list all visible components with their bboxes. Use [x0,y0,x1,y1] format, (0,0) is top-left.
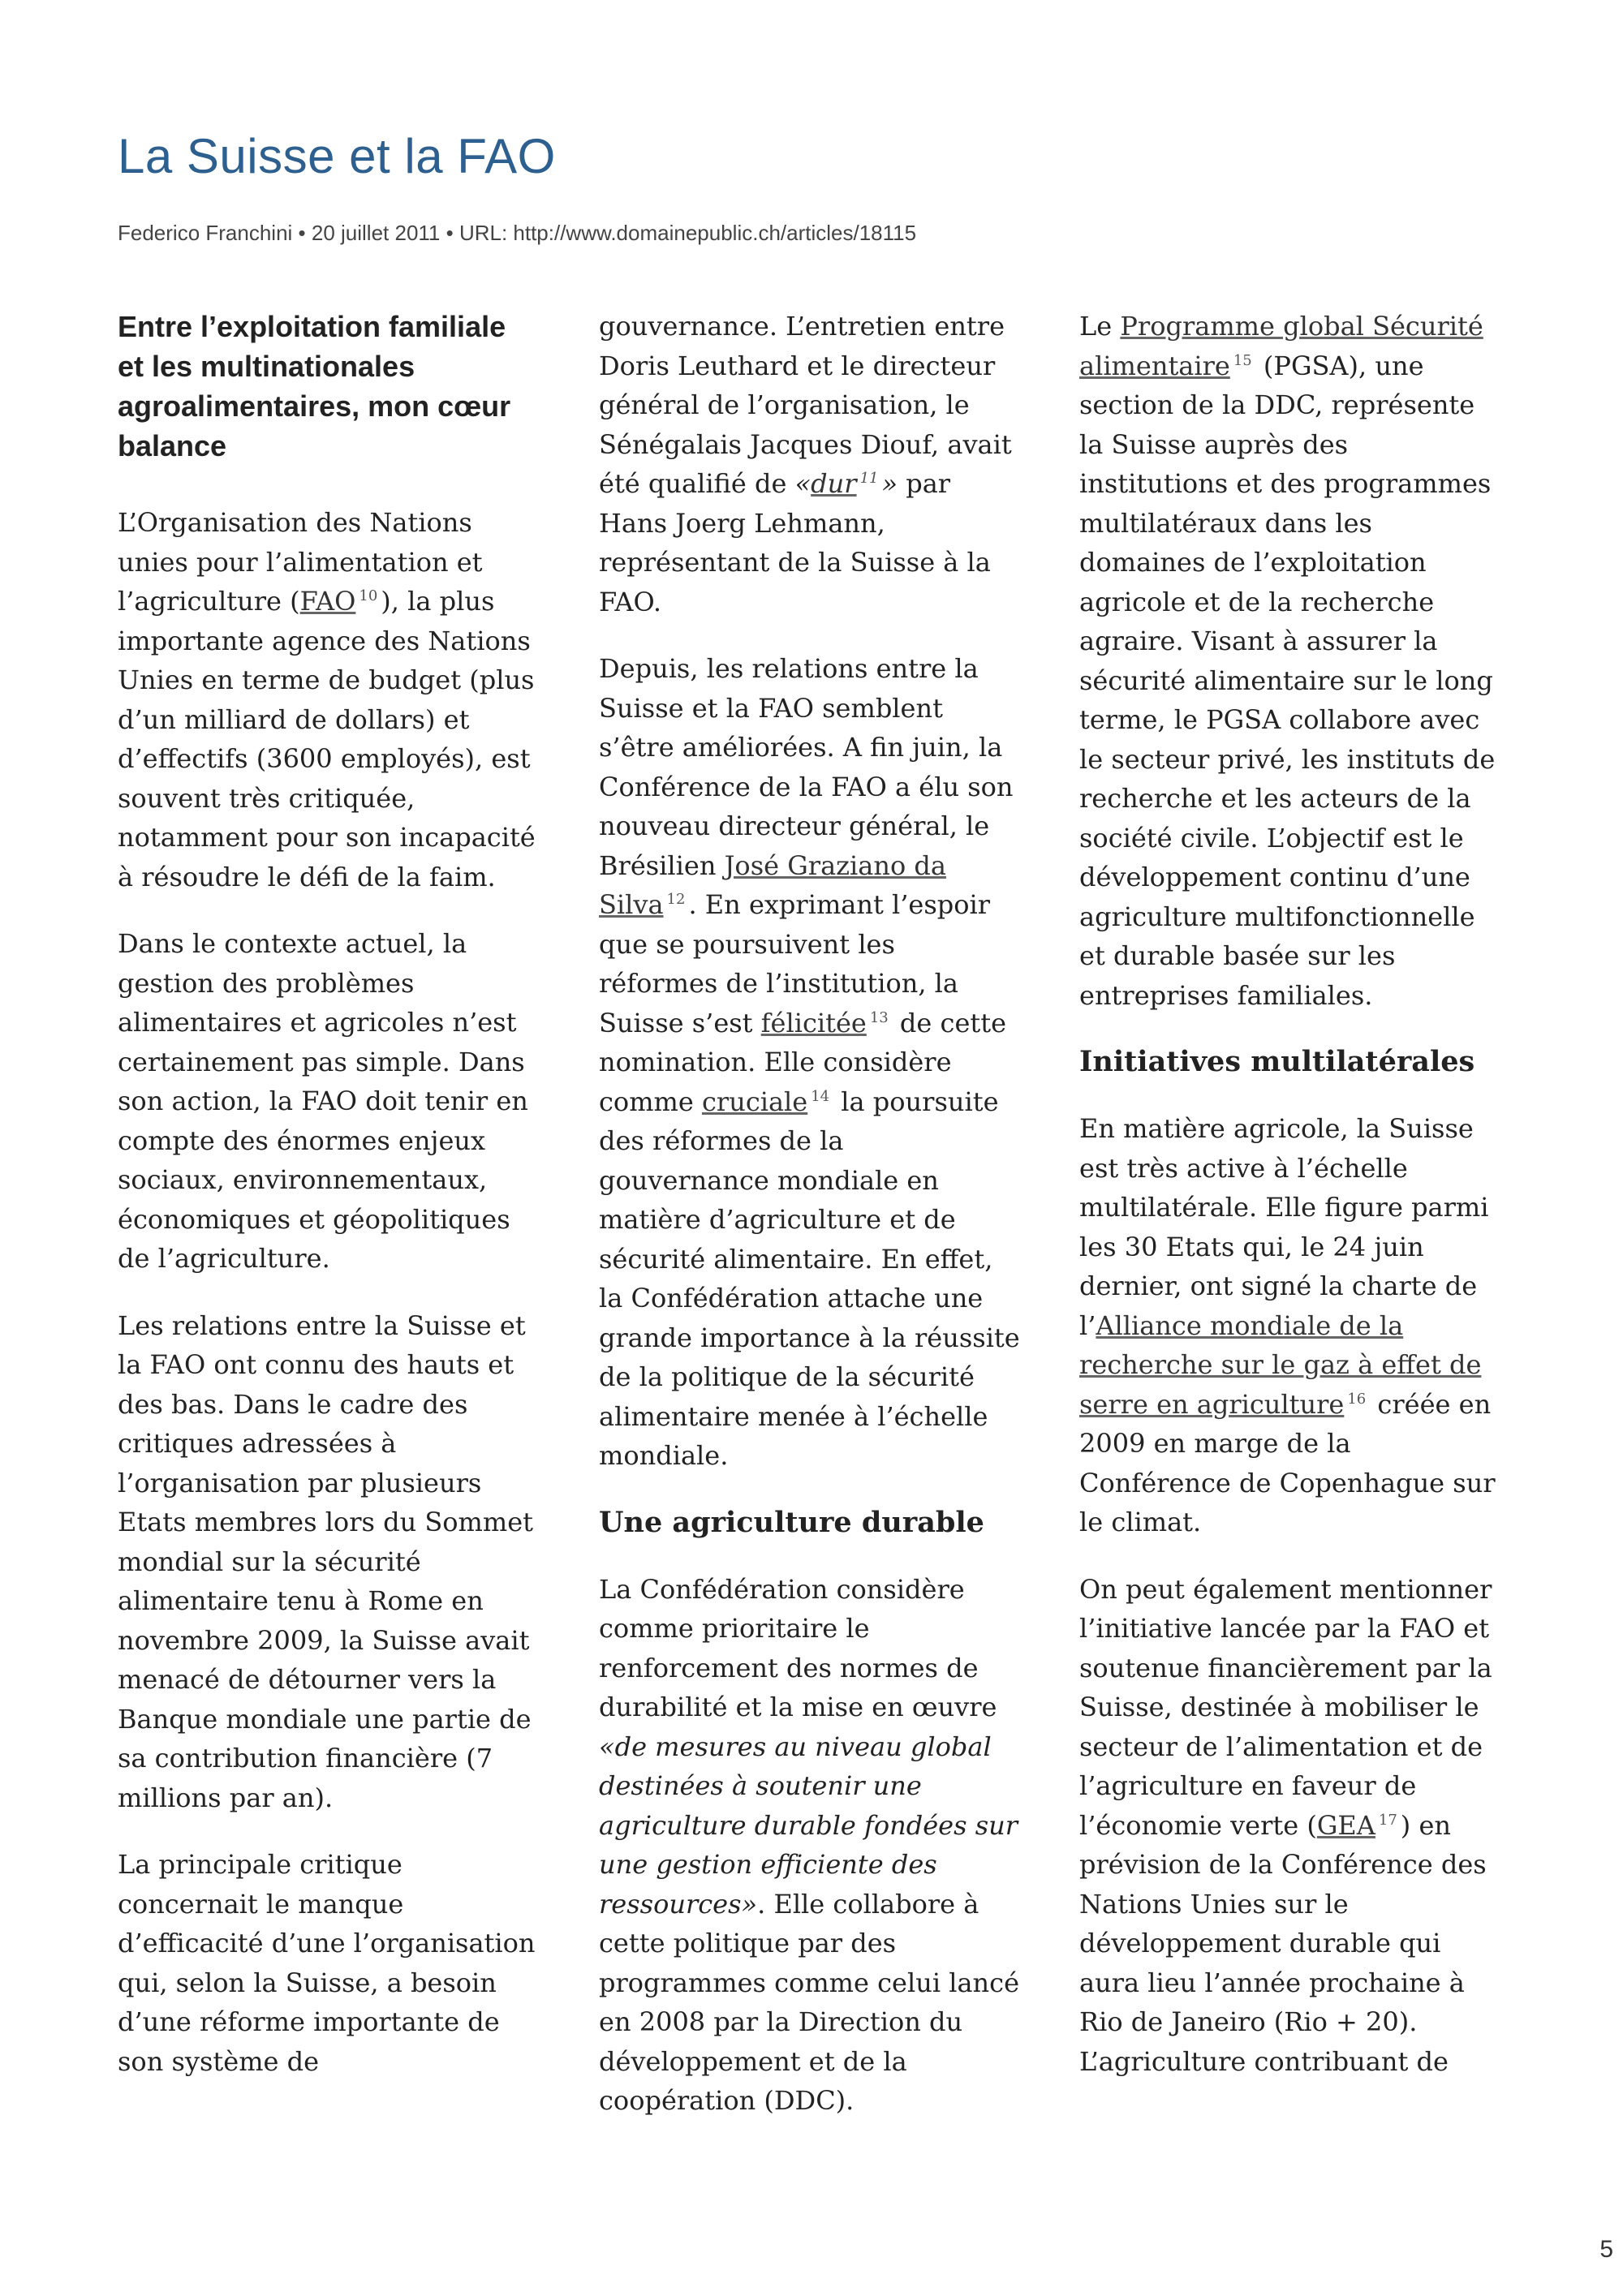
footnote-marker: 13 [869,1008,889,1026]
paragraph: En matière agricole, la Suisse est très active à l’échelle multilatérale. Elle figure parmi les 30 Etats qui, le 24 juin dernier, ont signé la charte de l’Alliance mondiale de la recherche sur le gaz à effet de serre en agriculture $^{16}$ créée en 2009 en marge de la Conférence de Copenhague sur le climat. [1079,1113,1496,1537]
paragraph: gouvernance. L’entretien entre Doris Leuthard et le directeur général de l’organisation, le Sénégalais Jacques Diouf, avait été qualifié de «dur $^{11}$ » par Hans Joerg Lehmann, représentant de la Suisse à la FAO. [599,311,1012,617]
paragraph: On peut également mentionner l’initiative lancée par la FAO et soutenue financièrement par la Suisse, destinée à mobiliser le secteur de l’alimentation et de l’agriculture en faveur de l’économie verte (GEA $^{17}$ ) en prévision de la Conférence des Nations Unies sur le développement durable qui aura lieu l’année prochaine à Rio de Janeiro (Rio + 20). L’agriculture contribuant de [1079,1573,1492,2077]
link-cruciale[interactable]: cruciale [701,1086,808,1117]
text-column-1 [118,307,540,2109]
text-column-2 [599,307,1021,2148]
footnote-marker: 10 [359,587,378,605]
article-byline: Federico Franchini • 20 juillet 2011 • URL: http://www.domainepublic.ch/articles/18115 [118,221,917,245]
link-alliance-mondiale[interactable]: Alliance mondiale de la recherche sur le gaz à effet de serre en agriculture [1079,1309,1482,1420]
footnote-marker: 16 [1347,1390,1367,1408]
paragraph: L’Organisation des Nations unies pour l’alimentation et l’agriculture (FAO $^{10}$ ), la plus importante agence des Nations Unies en terme de budget (plus d’un milliard de dollars) et d’effectifs (3600 employés), est souvent très critiquée, notamment pour son incapacité à résoudre le défi de la faim. [118,507,536,892]
article-title: La Suisse et la FAO [118,129,556,183]
paragraph: La principale critique concernait le manque d’efficacité d’une l’organisation qui, selon la Suisse, a besoin d’une réforme importante de son système de [118,1849,536,2077]
quotation: «de mesures au niveau global destinées à soutenir une agriculture durable fondées sur une gestion efficiente des ressources» [599,1731,1018,1920]
footnote-marker: 17 [1378,1811,1397,1829]
link-gea[interactable]: GEA [1316,1809,1375,1841]
section-heading: Initiatives multilatérales [1079,1045,1475,1078]
paragraph: Dans le contexte actuel, la gestion des problèmes alimentaires et agricoles n’est certainement pas simple. Dans son action, la FAO doit tenir en compte des énormes enjeux sociaux, environnementaux, économiques et géopolitiques de l’agriculture. [118,928,528,1274]
lead-paragraph: Entre l’exploitation familiale et les multinationales agroalimentaires, mon cœur balance [118,310,511,462]
paragraph: Les relations entre la Suisse et la FAO ont connu des hauts et des bas. Dans le cadre des critiques adressées à l’organisation par plusieurs Etats membres lors du Sommet mondial sur la sécurité alimentaire tenu à Rome en novembre 2009, la Suisse avait menacé de détourner vers la Banque mondiale une partie de sa contribution financière (7 millions par an). [118,1309,534,1813]
link-dur[interactable]: dur [811,468,857,499]
paragraph: La Confédération considère comme prioritaire le renforcement des normes de durabilité et la mise en œuvre «de mesures au niveau global destinées à soutenir une agriculture durable fondées sur une gestion efficiente des ressources». Elle collabore à cette politique par des programmes comme celui lancé en 2008 par la Direction du développement et de la coopération (DDC). [599,1573,1019,2116]
text-column-3 [1079,307,1501,2109]
link-felicitee[interactable]: félicitée [760,1007,867,1038]
section-heading: Une agriculture durable [599,1505,984,1539]
footnote-marker: 15 [1233,351,1252,369]
link-programme-global[interactable]: Programme global Sécurité alimentaire [1079,311,1483,381]
page-number: 5 [1599,2236,1613,2263]
paragraph: Depuis, les relations entre la Suisse et la FAO semblent s’être améliorées. A fin juin, la Conférence de la FAO a élu son nouveau directeur général, le Brésilien José Graziano da Silva $^{12}$ . En exprimant l’espoir que se poursuivent les réformes de l’institution, la Suisse s’est félicitée $^{13}$ de cette nomination. Elle considère comme cruciale $^{14}$ la poursuite des réformes de la gouvernance mondiale en matière d’agriculture et de sécurité alimentaire. En effet, la Confédération attache une grande importance à la réussite de la politique de la sécurité alimentaire menée à l’échelle mondiale. [599,653,1020,1471]
footnote-marker: 12 [666,891,686,909]
link-fao[interactable]: FAO [299,586,356,617]
paragraph: Le Programme global Sécurité alimentaire $^{15}$ (PGSA), une section de la DDC, représente la Suisse auprès des institutions et des programmes multilatéraux dans les domaines de l’exploitation agricole et de la recherche agraire. Visant à assurer la sécurité alimentaire sur le long terme, le PGSA collabore avec le secteur privé, les instituts de recherche et les acteurs de la société civile. L’objectif est le développement continu d’une agriculture multifonctionnelle et durable basée sur les entreprises familiales. [1079,311,1496,1011]
link-jose-graziano-da-silva[interactable]: José Graziano da Silva [599,849,946,920]
footnote-marker: 14 [811,1087,830,1105]
footnote-marker: 11 [859,470,879,488]
